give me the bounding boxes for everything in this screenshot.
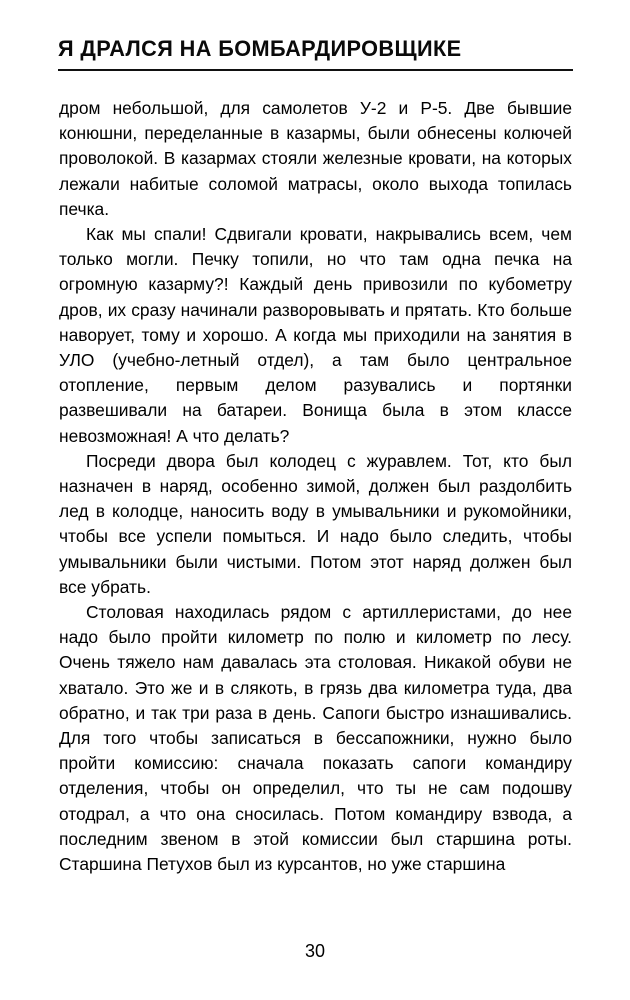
body-text-column <box>59 96 572 877</box>
page-number: 30 <box>304 941 326 961</box>
paragraph: Столовая находилась рядом с артиллеристами, до нее надо было пройти километр по полю и километр по лесу. Очень тяжело нам давалась эта столовая. Никакой обуви не хватало. Это же и в слякоть, в грязь два километра туда, два обратно, и так три раза в день. Сапоги быстро изнашивались. Для того чтобы записаться в бессапожники, нужно было пройти комиссию: сначала показать сапоги командиру отделения, чтобы он определил, что ты не сам подошву отодрал, а что она сносилась. Потом командиру взвода, а последним звеном в этой комиссии был старшина роты. Старшина Петухов был из курсантов, но уже старшина <box>59 602 572 875</box>
paragraph: Как мы спали! Сдвигали кровати, накрывались всем, чем только могли. Печку топили, но что там одна печка на огромную казарму?! Каждый день привозили по кубометру дров, их сразу начинали разворовывать и прятать. Кто больше наворует, тому и хорошо. А когда мы приходили на занятия в УЛО (учебно-летный отдел), а там было центральное отопление, первым делом разувались и портянки развешивали на батареи. Вонища была в этом классе невозможная! А что делать? <box>59 224 572 446</box>
paragraph: Посреди двора был колодец с журавлем. Тот, кто был назначен в наряд, особенно зимой, должен был раздолбить лед в колодце, наносить воду в умывальники и рукомойники, чтобы все успели помыться. И надо было следить, чтобы умывальники были чистыми. Потом этот наряд должен был все убрать. <box>59 450 572 597</box>
page-header <box>58 36 573 71</box>
paragraph: дром небольшой, для самолетов У-2 и Р-5. Две бывшие конюшни, переделанные в казармы, были обнесены колючей проволокой. В казармах стояли железные кровати, на которых лежали набитые соломой матрасы, около выхода топилась печка. <box>59 98 572 219</box>
header-rule <box>58 69 573 71</box>
running-head-title: Я ДРАЛСЯ НА БОМБАРДИРОВЩИКЕ <box>58 36 462 61</box>
